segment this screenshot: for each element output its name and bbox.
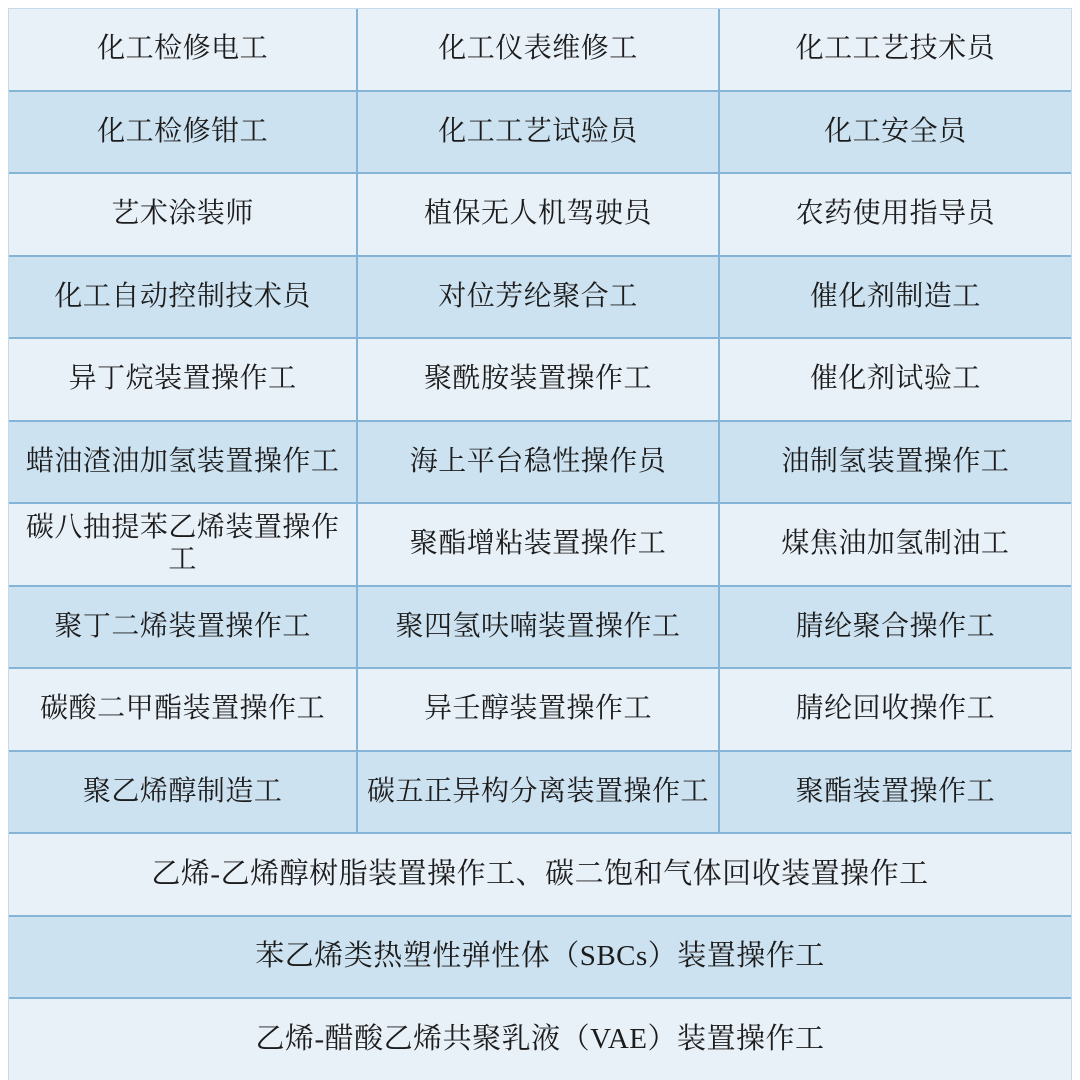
table-cell: 聚丁二烯装置操作工: [9, 587, 358, 668]
table-cell: 聚四氢呋喃装置操作工: [358, 587, 719, 668]
table-row: [9, 669, 1071, 752]
table-cell: 苯乙烯类热塑性弹性体（SBCs）装置操作工: [255, 940, 825, 973]
table-cell: 聚酯增粘装置操作工: [358, 504, 719, 585]
table-cell: 腈纶聚合操作工: [795, 610, 996, 642]
table-cell: 化工检修电工: [9, 9, 358, 90]
table-cell: 聚乙烯醇制造工: [9, 752, 358, 833]
table-row: [9, 422, 1071, 505]
table-cell: 聚酯装置操作工: [795, 775, 996, 807]
table-cell: 催化剂试验工: [809, 363, 981, 395]
table-cell: 植保无人机驾驶员: [358, 174, 719, 255]
table-row: [9, 257, 1071, 340]
table-row: [9, 174, 1071, 257]
table-row: [9, 339, 1071, 422]
table-row: [9, 752, 1071, 835]
table-cell: 碳五正异构分离装置操作工: [358, 752, 719, 833]
table-row: [9, 92, 1071, 175]
table-cell: 对位芳纶聚合工: [358, 257, 719, 338]
table-row: [9, 504, 1071, 587]
table-cell: 碳酸二甲酯装置操作工: [9, 669, 358, 750]
table-cell: 聚酰胺装置操作工: [358, 339, 719, 420]
table-cell: 化工工艺试验员: [358, 92, 719, 173]
table-cell: 化工工艺技术员: [795, 33, 996, 65]
table-cell: 海上平台稳性操作员: [358, 422, 719, 503]
table-row: [9, 587, 1071, 670]
table-cell: 化工自动控制技术员: [9, 257, 358, 338]
table-cell: 异丁烷装置操作工: [9, 339, 358, 420]
table-cell: 乙烯-醋酸乙烯共聚乳液（VAE）装置操作工: [255, 1022, 825, 1055]
table-cell: 异壬醇装置操作工: [358, 669, 719, 750]
table-cell: 艺术涂装师: [9, 174, 358, 255]
table-cell: 腈纶回收操作工: [795, 693, 996, 725]
table-row: [9, 917, 1071, 1000]
table-cell: 催化剂制造工: [809, 280, 981, 312]
table-cell: 乙烯-乙烯醇树脂装置操作工、碳二饱和气体回收装置操作工: [151, 857, 929, 890]
occupation-table: [8, 8, 1072, 1080]
table-row: [9, 9, 1071, 92]
table-row: [9, 999, 1071, 1080]
table-cell: 化工安全员: [824, 115, 967, 147]
table-cell: 化工仪表维修工: [358, 9, 719, 90]
table-cell: 农药使用指导员: [795, 198, 996, 230]
table-cell: 碳八抽提苯乙烯装置操作工: [9, 504, 358, 585]
table-cell: 煤焦油加氢制油工: [781, 528, 1010, 560]
table-cell: 化工检修钳工: [9, 92, 358, 173]
table-cell: 蜡油渣油加氢装置操作工: [9, 422, 358, 503]
table-row: [9, 834, 1071, 917]
table-cell: 油制氢装置操作工: [781, 445, 1010, 477]
